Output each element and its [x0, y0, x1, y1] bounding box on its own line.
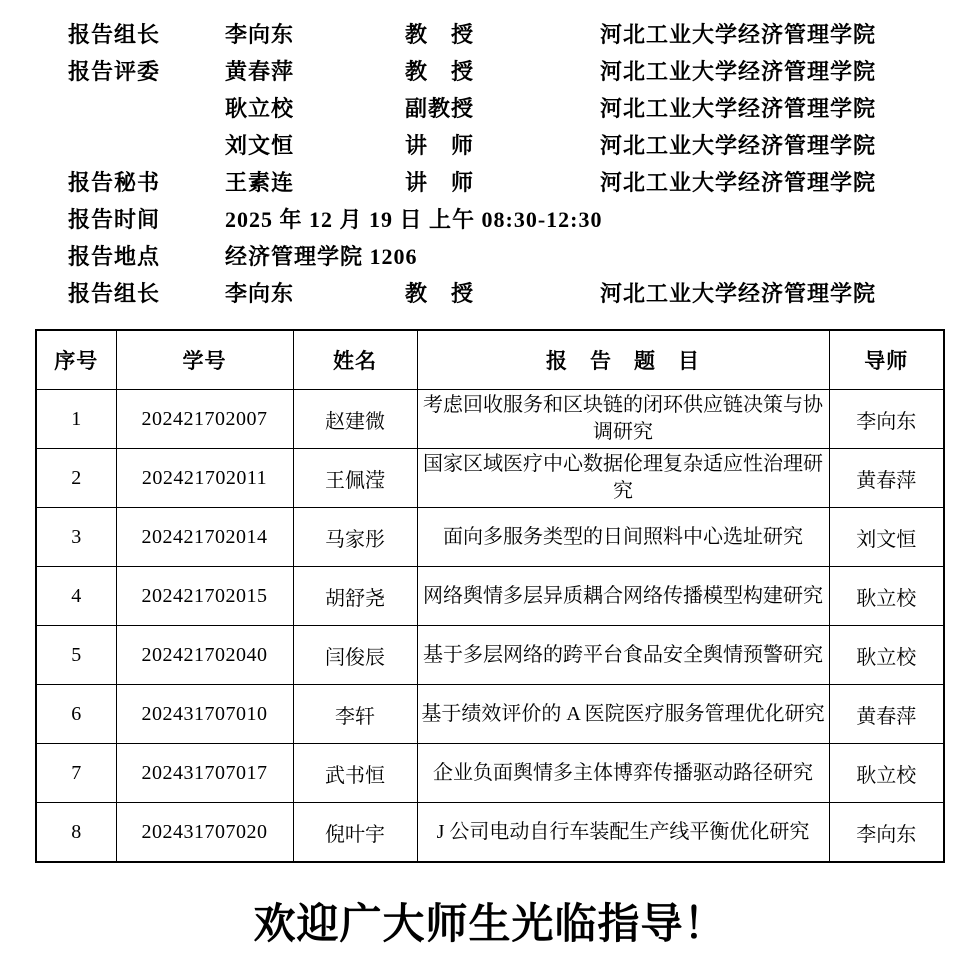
cell-name: 赵建微	[293, 390, 417, 449]
info-row	[68, 275, 980, 312]
cell-title: 网络舆情多层异质耦合网络传播模型构建研究	[417, 567, 829, 626]
info-label: 报告时间	[68, 207, 161, 232]
cell-advisor: 耿立校	[829, 567, 944, 626]
cell-student-id: 202431707020	[116, 803, 293, 863]
cell-name: 倪叶宇	[293, 803, 417, 863]
cell-student-id: 202421702014	[116, 508, 293, 567]
table-row	[36, 567, 944, 626]
info-value: 2025 年 12 月 19 日 上午 08:30-12:30	[225, 207, 603, 232]
cell-student-id: 202421702015	[116, 567, 293, 626]
cell-index: 8	[36, 803, 116, 863]
schedule-table-body	[36, 390, 944, 863]
cell-title: 基于多层网络的跨平台食品安全舆情预警研究	[417, 626, 829, 685]
info-org: 河北工业大学经济管理学院	[600, 281, 877, 306]
info-value: 经济管理学院 1206	[225, 244, 418, 269]
info-title: 教 授	[405, 59, 475, 84]
cell-index: 7	[36, 744, 116, 803]
info-org: 河北工业大学经济管理学院	[600, 170, 877, 195]
table-row	[36, 803, 944, 863]
cell-advisor: 黄春萍	[829, 449, 944, 508]
info-org: 河北工业大学经济管理学院	[600, 59, 877, 84]
cell-advisor: 刘文恒	[829, 508, 944, 567]
cell-advisor: 耿立校	[829, 626, 944, 685]
cell-title: 国家区域医疗中心数据伦理复杂适应性治理研究	[417, 449, 829, 508]
info-label: 报告评委	[68, 59, 161, 84]
cell-title: 企业负面舆情多主体博弈传播驱动路径研究	[417, 744, 829, 803]
cell-name: 王佩滢	[293, 449, 417, 508]
footer-text: 欢迎广大师生光临指导！	[253, 902, 727, 948]
info-value: 黄春萍	[225, 59, 295, 84]
cell-name: 闫俊辰	[293, 626, 417, 685]
info-row	[68, 164, 980, 201]
header-student-id: 学号	[116, 330, 293, 390]
info-org: 河北工业大学经济管理学院	[600, 96, 877, 121]
table-row	[36, 626, 944, 685]
cell-title: J 公司电动自行车装配生产线平衡优化研究	[417, 803, 829, 863]
info-label: 报告组长	[68, 22, 161, 47]
cell-index: 3	[36, 508, 116, 567]
info-section	[0, 0, 980, 312]
table-row	[36, 449, 944, 508]
cell-index: 2	[36, 449, 116, 508]
cell-name: 马家彤	[293, 508, 417, 567]
info-value: 耿立校	[225, 96, 295, 121]
cell-student-id: 202421702040	[116, 626, 293, 685]
info-title: 讲 师	[405, 170, 475, 195]
info-row	[68, 127, 980, 164]
cell-advisor: 李向东	[829, 390, 944, 449]
info-row	[68, 16, 980, 53]
header-name: 姓名	[293, 330, 417, 390]
cell-index: 6	[36, 685, 116, 744]
info-title: 教 授	[405, 22, 475, 47]
info-title: 副教授	[405, 96, 475, 121]
info-row	[68, 53, 980, 90]
cell-student-id: 202431707017	[116, 744, 293, 803]
cell-title: 面向多服务类型的日间照料中心选址研究	[417, 508, 829, 567]
cell-advisor: 李向东	[829, 803, 944, 863]
info-title: 教 授	[405, 281, 475, 306]
cell-name: 李轩	[293, 685, 417, 744]
cell-title: 基于绩效评价的 A 医院医疗服务管理优化研究	[417, 685, 829, 744]
cell-name: 胡舒尧	[293, 567, 417, 626]
info-label: 报告组长	[68, 281, 161, 306]
schedule-table	[35, 329, 945, 863]
table-row	[36, 508, 944, 567]
cell-student-id: 202421702007	[116, 390, 293, 449]
cell-index: 4	[36, 567, 116, 626]
cell-student-id: 202431707010	[116, 685, 293, 744]
cell-index: 5	[36, 626, 116, 685]
info-label: 报告秘书	[68, 170, 161, 195]
info-value: 王素连	[225, 170, 295, 195]
cell-index: 1	[36, 390, 116, 449]
table-row	[36, 390, 944, 449]
info-org: 河北工业大学经济管理学院	[600, 133, 877, 158]
cell-name: 武书恒	[293, 744, 417, 803]
info-row	[68, 90, 980, 127]
header-index: 序号	[36, 330, 116, 390]
table-row	[36, 685, 944, 744]
info-value: 刘文恒	[225, 133, 295, 158]
header-advisor: 导师	[829, 330, 944, 390]
info-value: 李向东	[225, 281, 295, 306]
info-label: 报告地点	[68, 244, 161, 269]
table-row	[36, 744, 944, 803]
cell-title: 考虑回收服务和区块链的闭环供应链决策与协调研究	[417, 390, 829, 449]
info-row	[68, 238, 980, 275]
info-value: 李向东	[225, 22, 295, 47]
info-org: 河北工业大学经济管理学院	[600, 22, 877, 47]
cell-advisor: 黄春萍	[829, 685, 944, 744]
cell-advisor: 耿立校	[829, 744, 944, 803]
header-report-title: 报 告 题 目	[417, 330, 829, 390]
info-title: 讲 师	[405, 133, 475, 158]
info-row	[68, 201, 980, 238]
cell-student-id: 202421702011	[116, 449, 293, 508]
table-header-row	[36, 330, 944, 390]
